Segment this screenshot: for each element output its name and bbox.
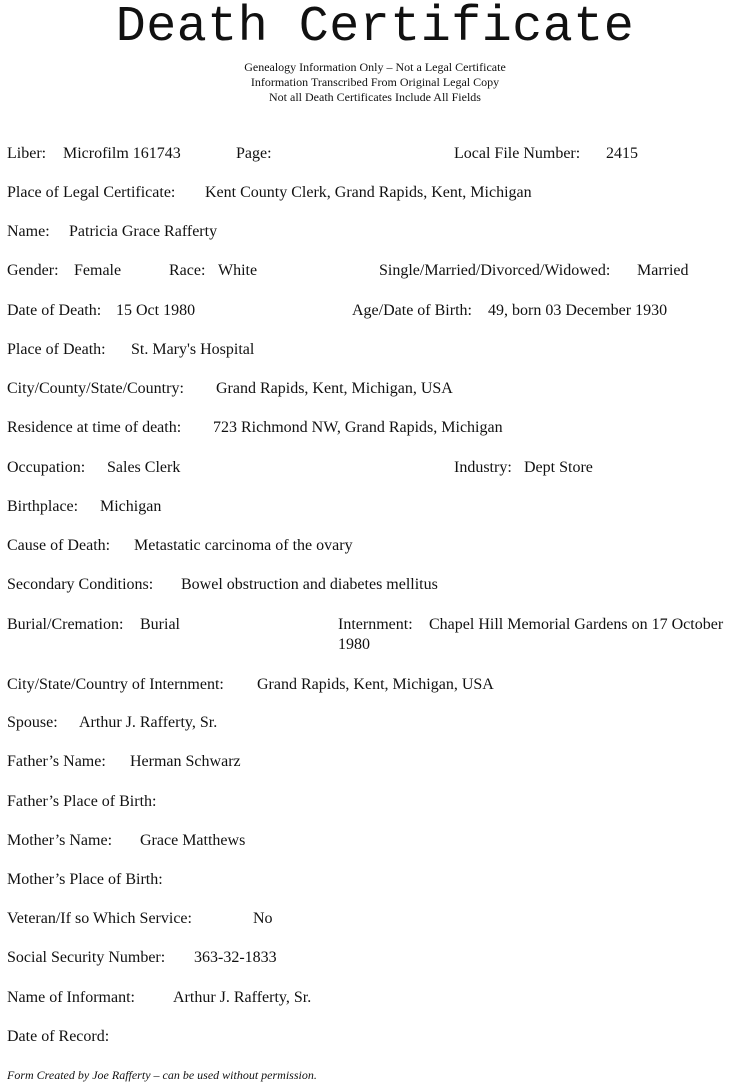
place-death-value: St. Mary's Hospital: [131, 341, 255, 358]
date-death-label: Date of Death:: [7, 302, 102, 319]
cause-label: Cause of Death:: [7, 537, 111, 554]
birthplace-value: Michigan: [100, 498, 162, 515]
row-date-death: [7, 301, 743, 321]
row-cause: [7, 536, 743, 556]
row-date-record: [7, 1027, 743, 1047]
city-internment-value: Grand Rapids, Kent, Michigan, USA: [257, 676, 494, 693]
cause-value: Metastatic carcinoma of the ovary: [134, 537, 353, 554]
father-birth-label: Father’s Place of Birth:: [7, 793, 157, 810]
marital-value: Married: [637, 262, 689, 279]
internment-label: Internment:: [338, 616, 413, 633]
marital-label: Single/Married/Divorced/Widowed:: [379, 262, 611, 279]
burial-label: Burial/Cremation:: [7, 616, 124, 633]
row-informant: [7, 988, 743, 1008]
veteran-value: No: [253, 910, 273, 927]
row-occupation: [7, 458, 743, 478]
local-file-value: 2415: [606, 145, 638, 162]
subtitle-line-2: Information Transcribed From Original Legal Copy: [250, 75, 500, 89]
date-death-value: 15 Oct 1980: [116, 302, 196, 319]
date-record-label: Date of Record:: [7, 1028, 110, 1045]
subtitle-line-3: Not all Death Certificates Include All Fields: [269, 90, 481, 104]
place-legal-label: Place of Legal Certificate:: [7, 184, 176, 201]
place-death-label: Place of Death:: [7, 341, 106, 358]
place-legal-value: Kent County Clerk, Grand Rapids, Kent, Michigan: [205, 184, 532, 201]
secondary-value: Bowel obstruction and diabetes mellitus: [181, 576, 438, 593]
gender-label: Gender:: [7, 262, 59, 279]
row-city-internment: [7, 675, 743, 695]
footer-note: Form Created by Joe Rafferty – can be used without permission.: [7, 1068, 317, 1082]
secondary-label: Secondary Conditions:: [7, 576, 154, 593]
informant-value: Arthur J. Rafferty, Sr.: [173, 989, 312, 1006]
ssn-label: Social Security Number:: [7, 949, 166, 966]
ssn-value: 363-32-1833: [194, 949, 277, 966]
birthplace-label: Birthplace:: [7, 498, 79, 515]
row-name: [7, 222, 743, 242]
row-burial: [7, 615, 743, 655]
informant-label: Name of Informant:: [7, 989, 135, 1006]
subtitle-block: [0, 60, 750, 105]
liber-value: Microfilm 161743: [63, 145, 181, 162]
mother-birth-label: Mother’s Place of Birth:: [7, 871, 163, 888]
row-place-death: [7, 340, 743, 360]
document-title: Death Certificate: [115, 0, 635, 56]
city-internment-label: City/State/Country of Internment:: [7, 676, 224, 693]
race-label: Race:: [169, 262, 206, 279]
row-veteran: [7, 909, 743, 929]
row-place-legal: [7, 183, 743, 203]
occupation-label: Occupation:: [7, 459, 86, 476]
row-secondary: [7, 575, 743, 595]
row-gender: [7, 261, 743, 281]
city-value: Grand Rapids, Kent, Michigan, USA: [216, 380, 453, 397]
father-name-label: Father’s Name:: [7, 753, 106, 770]
subtitle-line-1: Genealogy Information Only – Not a Legal Certificate: [244, 60, 506, 74]
occupation-value: Sales Clerk: [107, 459, 181, 476]
residence-label: Residence at time of death:: [7, 419, 182, 436]
row-ssn: [7, 948, 743, 968]
local-file-label: Local File Number:: [454, 145, 581, 162]
row-father-birth: [7, 792, 743, 812]
row-birthplace: [7, 497, 743, 517]
row-liber: [7, 144, 743, 164]
row-city: [7, 379, 743, 399]
age-value: 49, born 03 December 1930: [488, 302, 668, 319]
row-spouse: [7, 713, 743, 733]
row-mother-birth: [7, 870, 743, 890]
city-label: City/County/State/Country:: [7, 380, 184, 397]
race-value: White: [218, 262, 258, 279]
veteran-label: Veteran/If so Which Service:: [7, 910, 192, 927]
residence-value: 723 Richmond NW, Grand Rapids, Michigan: [213, 419, 503, 436]
industry-label: Industry:: [454, 459, 512, 476]
liber-label: Liber:: [7, 145, 47, 162]
father-name-value: Herman Schwarz: [130, 753, 241, 770]
age-label: Age/Date of Birth:: [352, 302, 472, 319]
name-value: Patricia Grace Rafferty: [69, 223, 218, 240]
row-mother-name: [7, 831, 743, 851]
internment-value-line-2: 1980: [338, 636, 370, 653]
burial-value: Burial: [140, 616, 180, 633]
row-residence: [7, 418, 743, 438]
spouse-label: Spouse:: [7, 714, 58, 731]
mother-name-label: Mother’s Name:: [7, 832, 113, 849]
spouse-value: Arthur J. Rafferty, Sr.: [79, 714, 218, 731]
page-label: Page:: [236, 145, 272, 162]
name-label: Name:: [7, 223, 50, 240]
row-father-name: [7, 752, 743, 772]
mother-name-value: Grace Matthews: [140, 832, 246, 849]
industry-value: Dept Store: [524, 459, 593, 476]
gender-value: Female: [74, 262, 122, 279]
internment-value-line-1: Chapel Hill Memorial Gardens on 17 October: [429, 616, 724, 633]
